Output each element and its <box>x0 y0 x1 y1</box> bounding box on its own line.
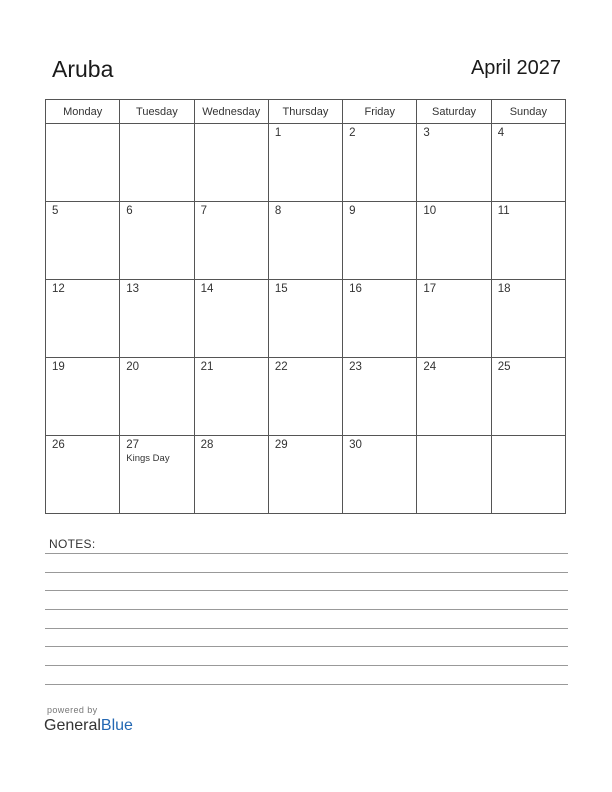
day-number: 23 <box>349 361 362 373</box>
day-cell <box>120 124 194 202</box>
day-number: 11 <box>497 205 510 217</box>
day-number: 28 <box>200 439 214 451</box>
month-year-title: April 2027 <box>470 57 561 79</box>
day-number: 16 <box>349 283 362 295</box>
weekday-header-row <box>46 100 566 124</box>
day-cell <box>417 202 491 280</box>
day-cell <box>268 124 342 202</box>
weekday-thursday: Thursday <box>268 100 342 124</box>
day-cell <box>268 436 342 514</box>
country-title: Aruba <box>52 56 114 82</box>
day-number: 24 <box>423 361 437 373</box>
day-number: 7 <box>200 205 207 217</box>
weekday-saturday: Saturday <box>417 100 491 124</box>
week-row <box>46 124 566 202</box>
day-number: 19 <box>52 361 65 373</box>
day-cell <box>268 280 342 358</box>
generalblue-logo <box>44 717 133 735</box>
day-number: 21 <box>200 361 214 373</box>
day-cell <box>120 436 194 514</box>
notes-line <box>45 665 568 666</box>
day-cell <box>343 124 417 202</box>
day-cell <box>120 280 194 358</box>
day-number: 4 <box>497 127 505 139</box>
day-number: 18 <box>497 283 511 295</box>
day-cell <box>343 202 417 280</box>
notes-line <box>45 646 568 647</box>
day-number: 9 <box>349 205 356 217</box>
day-number: 26 <box>52 439 65 451</box>
day-number: 30 <box>349 439 362 451</box>
day-cell <box>491 358 565 436</box>
day-number: 14 <box>200 283 214 295</box>
day-cell <box>194 280 268 358</box>
calendar-grid <box>45 99 566 514</box>
day-cell <box>268 358 342 436</box>
day-cell <box>46 436 120 514</box>
weekday-sunday: Sunday <box>491 100 565 124</box>
day-cell <box>491 280 565 358</box>
day-cell <box>46 280 120 358</box>
day-cell <box>194 124 268 202</box>
day-number: 13 <box>126 283 140 295</box>
week-row <box>46 202 566 280</box>
notes-line <box>45 628 568 629</box>
notes-label: NOTES: <box>49 537 96 551</box>
holiday-label: Kings Day <box>126 453 170 464</box>
day-number <box>417 436 490 439</box>
day-number: 2 <box>349 127 356 139</box>
day-number: 3 <box>423 127 430 139</box>
day-cell <box>46 358 120 436</box>
day-cell <box>46 202 120 280</box>
weekday-tuesday: Tuesday <box>120 100 194 124</box>
notes-line <box>45 572 568 573</box>
brand-blue: Blue <box>100 717 133 734</box>
day-number: 27 <box>126 439 140 451</box>
day-number: 22 <box>274 361 288 373</box>
day-cell <box>491 202 565 280</box>
week-row <box>46 436 566 514</box>
day-number: 12 <box>52 283 65 295</box>
day-number: 10 <box>423 205 437 217</box>
day-number <box>492 436 565 439</box>
day-number: 8 <box>274 205 282 217</box>
day-cell <box>491 124 565 202</box>
day-number: 15 <box>274 283 288 295</box>
day-cell <box>343 436 417 514</box>
week-row <box>46 358 566 436</box>
powered-by-text: powered by <box>47 705 98 715</box>
day-cell <box>417 124 491 202</box>
day-cell <box>194 202 268 280</box>
weekday-wednesday: Wednesday <box>194 100 268 124</box>
day-cell <box>417 280 491 358</box>
day-cell <box>417 358 491 436</box>
day-number: 29 <box>274 439 288 451</box>
notes-line <box>45 609 568 610</box>
day-cell <box>343 358 417 436</box>
day-number: 20 <box>126 361 140 373</box>
day-cell <box>120 358 194 436</box>
day-number: 5 <box>52 205 59 217</box>
day-cell <box>46 124 120 202</box>
notes-line <box>45 590 568 591</box>
day-number: 6 <box>126 205 133 217</box>
day-number: 17 <box>423 283 437 295</box>
day-cell <box>268 202 342 280</box>
day-number <box>46 124 119 127</box>
weekday-friday: Friday <box>343 100 417 124</box>
day-cell <box>120 202 194 280</box>
week-row <box>46 280 566 358</box>
notes-line <box>45 684 568 685</box>
day-number: 25 <box>497 361 511 373</box>
day-cell <box>417 436 491 514</box>
brand-general: General <box>44 717 101 734</box>
day-cell <box>194 436 268 514</box>
notes-line <box>45 553 568 554</box>
day-number: 1 <box>274 127 282 139</box>
day-number <box>195 124 268 127</box>
weekday-monday: Monday <box>46 100 120 124</box>
day-cell <box>194 358 268 436</box>
day-number <box>120 124 193 127</box>
day-cell <box>343 280 417 358</box>
day-cell <box>491 436 565 514</box>
